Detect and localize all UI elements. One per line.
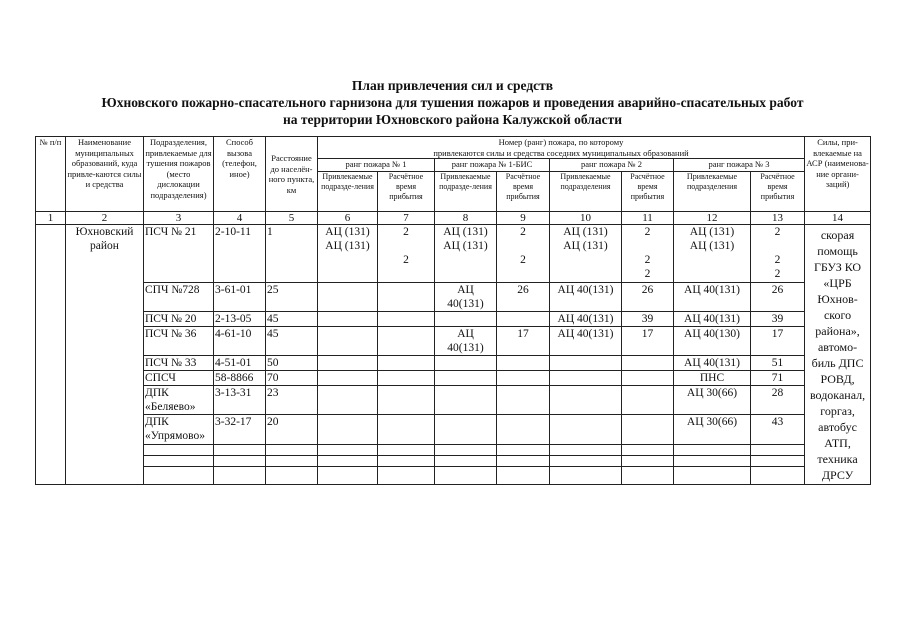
r3-units-cell: АЦ 40(130): [674, 327, 751, 356]
phone-cell: 4-61-10: [214, 327, 266, 356]
r1-units-cell: [318, 415, 378, 445]
r2-time-cell: [622, 415, 674, 445]
empty-cell: [214, 445, 266, 456]
empty-cell: [674, 456, 751, 467]
header-asr-forces: Силы, при-влекаемые на АСР (наименова-ние органи-заций): [805, 137, 871, 212]
empty-cell: [266, 456, 318, 467]
header-call-method: Способ вызова (телефон, иное): [214, 137, 266, 212]
empty-cell: [144, 467, 214, 485]
table-row: [36, 386, 871, 415]
col-number: 2: [66, 212, 144, 225]
r1-time-cell: [378, 386, 435, 415]
col-number: 4: [214, 212, 266, 225]
district-cell: Юхновский район: [66, 225, 144, 485]
unit-cell: ДПК «Беляево»: [144, 386, 214, 415]
r1bis-time-cell: [497, 356, 550, 371]
header-municipality: Наименование муниципальных образований, куда привле-каются силы и средства: [66, 137, 144, 212]
table-row: [36, 283, 871, 312]
empty-cell: [622, 456, 674, 467]
unit-cell: ПСЧ № 36: [144, 327, 214, 356]
col-number: 5: [266, 212, 318, 225]
phone-cell: 3-13-31: [214, 386, 266, 415]
r3-units-cell: АЦ 30(66): [674, 386, 751, 415]
r2-units-cell: АЦ (131) АЦ (131): [550, 225, 622, 283]
r2-time-cell: 39: [622, 312, 674, 327]
r1-time-cell: [378, 356, 435, 371]
col-number: 12: [674, 212, 751, 225]
phone-cell: 58-8866: [214, 371, 266, 386]
col-number: 1: [36, 212, 66, 225]
unit-cell: СПСЧ: [144, 371, 214, 386]
col-number: 7: [378, 212, 435, 225]
r3-time-cell: 28: [751, 386, 805, 415]
r1bis-time-cell: 2 2: [497, 225, 550, 283]
empty-cell: [214, 456, 266, 467]
r1bis-time-cell: 26: [497, 283, 550, 312]
empty-cell: [497, 445, 550, 456]
col-number: 11: [622, 212, 674, 225]
col-number: 9: [497, 212, 550, 225]
r3-units-cell: АЦ 30(66): [674, 415, 751, 445]
r1-time-cell: [378, 312, 435, 327]
r2-time-cell: [622, 386, 674, 415]
r3-units-cell: АЦ 40(131): [674, 312, 751, 327]
r3-time-cell: 26: [751, 283, 805, 312]
header-r2-units: Привлекаемые подразделения: [550, 172, 622, 212]
r1bis-units-cell: АЦ 40(131): [435, 327, 497, 356]
r1bis-time-cell: [497, 386, 550, 415]
empty-cell: [378, 445, 435, 456]
header-r2-time: Расчётное время прибытия: [622, 172, 674, 212]
distance-cell: 20: [266, 415, 318, 445]
unit-cell: ПСЧ № 20: [144, 312, 214, 327]
empty-cell: [622, 467, 674, 485]
unit-cell: ПСЧ № 21: [144, 225, 214, 283]
empty-cell: [378, 467, 435, 485]
r2-units-cell: АЦ 40(131): [550, 312, 622, 327]
document-subtitle: Юхновского пожарно-спасательного гарнизона для тушения пожаров и проведения аварийно-спасательных работ: [101, 95, 804, 110]
r2-time-cell: [622, 371, 674, 386]
empty-row: [36, 456, 871, 467]
empty-cell: [550, 456, 622, 467]
unit-cell: ПСЧ № 33: [144, 356, 214, 371]
r1-units-cell: [318, 371, 378, 386]
phone-cell: 4-51-01: [214, 356, 266, 371]
r1bis-time-cell: [497, 371, 550, 386]
empty-cell: [751, 456, 805, 467]
r2-units-cell: [550, 386, 622, 415]
r2-time-cell: 2 2 2: [622, 225, 674, 283]
distance-cell: 23: [266, 386, 318, 415]
r3-time-cell: 51: [751, 356, 805, 371]
r3-time-cell: 71: [751, 371, 805, 386]
r2-units-cell: [550, 415, 622, 445]
r3-units-cell: АЦ 40(131): [674, 356, 751, 371]
r1bis-time-cell: [497, 415, 550, 445]
column-numbers-row: [36, 212, 871, 225]
empty-cell: [266, 467, 318, 485]
empty-cell: [550, 467, 622, 485]
table-row: [36, 327, 871, 356]
empty-cell: [318, 456, 378, 467]
header-r3-units: Привлекаемые подразделения: [674, 172, 751, 212]
table-row: [36, 371, 871, 386]
asr-organizations-cell: скорая помощь ГБУЗ КО «ЦРБ Юхнов-ского района», автомо-биль ДПС РОВД, водоканал, горгаз, автобус АТП, техника ДРСУ: [805, 225, 871, 485]
unit-cell: СПЧ №728: [144, 283, 214, 312]
header-rank-1: ранг пожара № 1: [318, 159, 435, 172]
empty-cell: [318, 467, 378, 485]
phone-cell: 2-13-05: [214, 312, 266, 327]
r1-time-cell: [378, 327, 435, 356]
empty-cell: [266, 445, 318, 456]
r1-units-cell: [318, 312, 378, 327]
header-number: № п/п: [36, 137, 66, 212]
empty-cell: [144, 456, 214, 467]
empty-cell: [674, 445, 751, 456]
header-r1-units: Привлекаемые подразде-ления: [318, 172, 378, 212]
r3-units-cell: АЦ (131) АЦ (131): [674, 225, 751, 283]
r2-time-cell: 17: [622, 327, 674, 356]
empty-cell: [497, 467, 550, 485]
table-row: [36, 225, 871, 283]
r3-time-cell: 39: [751, 312, 805, 327]
r3-units-cell: АЦ 40(131): [674, 283, 751, 312]
header-distance: Расстояние до населён-ного пункта, км: [266, 137, 318, 212]
distance-cell: 45: [266, 327, 318, 356]
header-rank-3: ранг пожара № 3: [674, 159, 805, 172]
r1-units-cell: [318, 356, 378, 371]
r1-units-cell: [318, 327, 378, 356]
empty-cell: [435, 467, 497, 485]
header-r1-time: Расчётное время прибытия: [378, 172, 435, 212]
distance-cell: 45: [266, 312, 318, 327]
phone-cell: 3-32-17: [214, 415, 266, 445]
r1-units-cell: АЦ (131) АЦ (131): [318, 225, 378, 283]
r2-units-cell: [550, 356, 622, 371]
document-subtitle-region: на территории Юхновского района Калужской области: [282, 112, 623, 127]
header-r1bis-units: Привлекаемые подразде-ления: [435, 172, 497, 212]
empty-cell: [622, 445, 674, 456]
table-row: [36, 312, 871, 327]
col-number: 10: [550, 212, 622, 225]
r1-time-cell: [378, 415, 435, 445]
header-rank-group-line2: привлекаются силы и средства соседних муниципальных образований: [433, 147, 689, 158]
header-rank-2: ранг пожара № 2: [550, 159, 674, 172]
col-number: 3: [144, 212, 214, 225]
r2-units-cell: АЦ 40(131): [550, 283, 622, 312]
empty-cell: [144, 445, 214, 456]
r1-time-cell: [378, 371, 435, 386]
empty-cell: [751, 445, 805, 456]
header-rank-group-line1: Номер (ранг) пожара, по которому: [498, 137, 624, 147]
r3-time-cell: 17: [751, 327, 805, 356]
forces-plan-table: [35, 136, 871, 485]
table-row: [36, 415, 871, 445]
empty-cell: [751, 467, 805, 485]
empty-cell: [435, 456, 497, 467]
header-units: Подразделения, привлекаемые для тушения пожаров (место дислокации подразделения): [144, 137, 214, 212]
number-cell: [36, 225, 66, 485]
col-number: 6: [318, 212, 378, 225]
r3-time-cell: 43: [751, 415, 805, 445]
r1bis-time-cell: [497, 312, 550, 327]
empty-cell: [378, 456, 435, 467]
header-r3-time: Расчётное время прибытия: [751, 172, 805, 212]
r1-units-cell: [318, 283, 378, 312]
r2-units-cell: АЦ 40(131): [550, 327, 622, 356]
empty-cell: [550, 445, 622, 456]
r3-units-cell: ПНС: [674, 371, 751, 386]
r1-units-cell: [318, 386, 378, 415]
r1bis-units-cell: [435, 312, 497, 327]
header-rank-group: [318, 137, 805, 159]
empty-cell: [318, 445, 378, 456]
header-r1bis-time: Расчётное время прибытия: [497, 172, 550, 212]
col-number: 14: [805, 212, 871, 225]
distance-cell: 1: [266, 225, 318, 283]
r2-time-cell: [622, 356, 674, 371]
empty-cell: [435, 445, 497, 456]
empty-row: [36, 445, 871, 456]
table-row: [36, 356, 871, 371]
empty-row: [36, 467, 871, 485]
empty-cell: [214, 467, 266, 485]
distance-cell: 25: [266, 283, 318, 312]
r1bis-units-cell: АЦ 40(131): [435, 283, 497, 312]
r1-time-cell: [378, 283, 435, 312]
r1bis-units-cell: [435, 386, 497, 415]
phone-cell: 3-61-01: [214, 283, 266, 312]
r2-time-cell: 26: [622, 283, 674, 312]
distance-cell: 50: [266, 356, 318, 371]
r3-time-cell: 2 2 2: [751, 225, 805, 283]
document-title: План привлечения сил и средств: [351, 78, 554, 93]
r2-units-cell: [550, 371, 622, 386]
phone-cell: 2-10-11: [214, 225, 266, 283]
empty-cell: [674, 467, 751, 485]
empty-cell: [497, 456, 550, 467]
distance-cell: 70: [266, 371, 318, 386]
r1bis-units-cell: [435, 371, 497, 386]
unit-cell: ДПК «Упрямово»: [144, 415, 214, 445]
header-rank-1bis: ранг пожара № 1-БИС: [435, 159, 550, 172]
r1bis-units-cell: АЦ (131) АЦ (131): [435, 225, 497, 283]
col-number: 13: [751, 212, 805, 225]
r1bis-time-cell: 17: [497, 327, 550, 356]
r1bis-units-cell: [435, 356, 497, 371]
col-number: 8: [435, 212, 497, 225]
r1-time-cell: 2 2: [378, 225, 435, 283]
r1bis-units-cell: [435, 415, 497, 445]
